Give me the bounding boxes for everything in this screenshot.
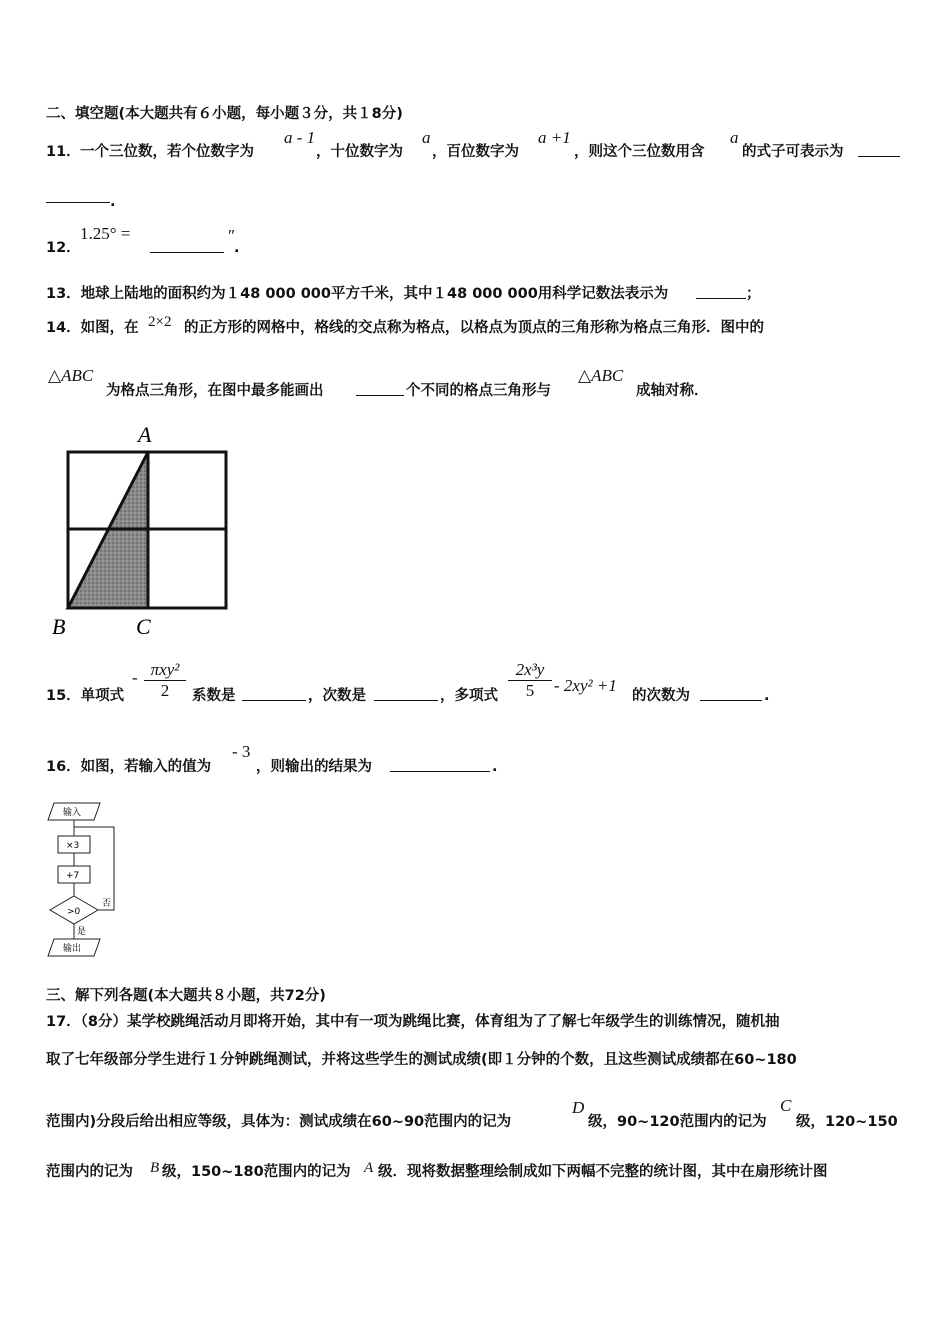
q12-answer-blank[interactable]	[150, 238, 224, 253]
q17-line-4c: 级．现将数据整理绘制成如下两幅不完整的统计图，其中在扇形统计图	[378, 1164, 828, 1180]
q14-triangle-1: △ABC	[48, 366, 94, 385]
q15-text-3: ，次数是	[308, 688, 366, 704]
q16-text-1: 16．如图，若输入的值为	[46, 759, 212, 775]
q17-line-3c: 级，120~150	[796, 1114, 898, 1130]
q11-expr-tens: a	[422, 128, 431, 147]
q13-tail: ；	[746, 286, 761, 302]
q14-text-2: 的正方形的网格中，格线的交点称为格点，以格点为顶点的三角形称为格点三角形．图中的	[184, 320, 764, 336]
q14-grid-expr: 2×2	[148, 314, 172, 330]
q16-input-value: - 3	[232, 742, 251, 761]
q11-expr-hundreds: a +1	[538, 128, 571, 147]
q13-text: 13．地球上陆地的面积约为１48 000 000平方千米，其中１48 000 000用科学记数法表示为	[46, 286, 669, 302]
q14-text-1: 14．如图，在	[46, 320, 139, 336]
flowchart-loop-line	[74, 827, 114, 910]
q16-answer-blank[interactable]	[390, 757, 490, 772]
q17-line-2: 取了七年级部分学生进行１分钟跳绳测试，并将这些学生的测试成绩(即１分钟的个数，且这些测试成绩都在60~180	[46, 1052, 797, 1068]
q14-answer-blank[interactable]	[356, 381, 404, 396]
q11-expr-var: a	[730, 128, 739, 147]
q11-text-3: ，百位数字为	[432, 144, 519, 160]
flowchart-no-label: 否	[102, 899, 112, 909]
q14-text-3: 为格点三角形，在图中最多能画出	[106, 383, 324, 399]
q15-monomial-denominator: 2	[160, 681, 170, 700]
q11-text-4: ，则这个三位数用含	[574, 144, 705, 160]
q13-answer-blank[interactable]	[696, 284, 746, 299]
q14-text-5: 成轴对称．	[636, 383, 709, 399]
q17-line-3b: 级，90~120范围内的记为	[588, 1114, 767, 1130]
q17-line-3a: 范围内)分段后给出相应等级，具体为：测试成绩在60~90范围内的记为	[46, 1114, 512, 1130]
q15-minus: -	[132, 668, 138, 687]
q12-unit: ″	[228, 226, 236, 245]
q11-answer-blank-1[interactable]	[858, 142, 900, 157]
q15-text-2: 系数是	[192, 688, 236, 704]
flowchart-step2-label: +7	[66, 871, 80, 881]
q14-text-4: 个不同的格点三角形与	[406, 383, 551, 399]
q17-line-4a: 范围内的记为	[46, 1164, 133, 1180]
q15-polynomial-fraction	[508, 660, 552, 701]
q11-expr-ones: a - 1	[284, 128, 316, 147]
flowchart-decision-label: >0	[67, 907, 81, 917]
q16-flowchart	[44, 800, 124, 962]
flowchart-yes-label: 是	[77, 927, 87, 937]
flowchart-step1-label: ×3	[66, 841, 80, 851]
q11-tail: .	[110, 194, 116, 210]
q15-polynomial-denominator: 5	[525, 681, 535, 700]
q15-text-4: ，多项式	[440, 688, 498, 704]
q15-answer-blank-2[interactable]	[374, 686, 438, 701]
q15-polynomial-rest: - 2xy² +1	[554, 676, 617, 695]
q12-expr: 1.25° =	[80, 224, 131, 243]
q15-polynomial-numerator: 2x³y	[508, 660, 552, 681]
q11-text-5: 的式子可表示为	[742, 144, 844, 160]
q14-label-a: A	[138, 422, 152, 447]
q15-text-1: 15．单项式	[46, 688, 125, 704]
q15-tail: .	[764, 688, 770, 704]
q14-grid-figure	[48, 422, 238, 642]
q15-monomial-fraction	[144, 660, 186, 701]
q17-grade-d: D	[572, 1098, 585, 1117]
q16-tail: .	[492, 759, 498, 775]
q15-text-5: 的次数为	[632, 688, 690, 704]
q14-label-c: C	[136, 614, 151, 639]
q12-number: 12．	[46, 240, 81, 256]
q17-line-1: 17．（8分）某学校跳绳活动月即将开始，其中有一项为跳绳比赛，体育组为了了解七年级学生的训练情况，随机抽	[46, 1014, 780, 1030]
q14-label-b: B	[52, 614, 66, 639]
q17-grade-b: B	[150, 1160, 160, 1176]
q12-tail: .	[234, 240, 240, 256]
q17-grade-c: C	[780, 1096, 792, 1115]
q11-text-2: ，十位数字为	[316, 144, 403, 160]
flowchart-input-label: 输入	[63, 808, 82, 818]
q11-answer-blank-2[interactable]	[46, 188, 110, 203]
q11-number: 11．	[46, 144, 81, 160]
flowchart-output-label: 输出	[63, 944, 82, 954]
q16-text-2: ，则输出的结果为	[256, 759, 372, 775]
q17-line-4b: 级，150~180范围内的记为	[162, 1164, 351, 1180]
q14-triangle-2: △ABC	[578, 366, 624, 385]
q15-monomial-numerator: πxy²	[144, 660, 186, 681]
q15-answer-blank-1[interactable]	[242, 686, 306, 701]
q17-grade-a: A	[364, 1160, 374, 1176]
q11-text-1: 一个三位数，若个位数字为	[80, 144, 254, 160]
section-heading-solve: 三、解下列各题(本大题共８小题，共72分)	[46, 988, 326, 1004]
q15-answer-blank-3[interactable]	[700, 686, 762, 701]
section-heading-fill-in: 二、填空题(本大题共有６小题，每小题３分，共１8分)	[46, 106, 403, 122]
